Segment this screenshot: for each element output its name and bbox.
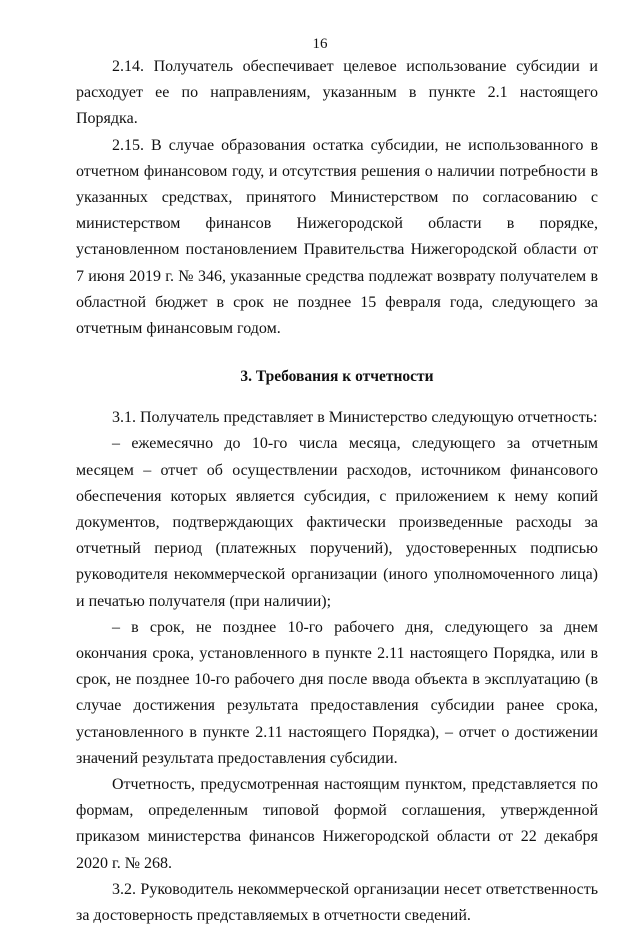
- paragraph-3-1: 3.1. Получатель представляет в Министерство следующую отчетность:: [112, 409, 598, 427]
- document-body: [76, 54, 598, 929]
- list-item-monthly-report: – ежемесячно до 10-го числа месяца, следующего за отчетным месяцем – отчет об осуществлении расходов, источником финансового обеспечения которых является субсидия, с приложением к нему копий документов, подтверждающих фактически произведенные расходы за отчетный период (платежных поручений), удостоверенных подписью руководителя некоммерческой организации (иного уполномоченного лица) и печатью получателя (при наличии);: [76, 435, 598, 610]
- paragraph-report-forms: Отчетность, предусмотренная настоящим пунктом, представляется по формам, определенным типовой формой соглашения, утвержденной приказом министерства финансов Нижегородской области от 22 декабря 2020 г. № 268.: [76, 776, 598, 872]
- section-heading-reporting: 3. Требования к отчетности: [240, 368, 434, 386]
- paragraph-2-14: 2.14. Получатель обеспечивает целевое использование субсидии и расходует ее по направлениям, указанным в пункте 2.1 настоящего Порядка.: [76, 58, 598, 128]
- paragraph-2-15: 2.15. В случае образования остатка субсидии, не использованного в отчетном финансовом году, и отсутствия решения о наличии потребности в указанных средствах, принятого Министерством по согласованию с министерством финансов Нижегородской области в порядке, установленном постановлением Правительства Нижегородской области от 7 июня 2019 г. № 346, указанные средства подлежат возврату получателем в областной бюджет в срок не позднее 15 февраля года, следующего за отчетным финансовым годом.: [76, 136, 598, 338]
- paragraph-3-2: 3.2. Руководитель некоммерческой организации несет ответственность за достоверность представляемых в отчетности сведений.: [76, 880, 598, 925]
- list-item-result-report: – в срок, не позднее 10-го рабочего дня, следующего за днем окончания срока, установленного в пункте 2.11 настоящего Порядка, или в срок, не позднее 10-го рабочего дня после ввода объекта в эксплуатацию (в случае достижения результата предоставления субсидии ранее срока, установленного в пункте 2.11 настоящего Порядка), – отчет о достижении значений результата предоставления субсидии.: [76, 618, 598, 767]
- page-number: 16: [312, 36, 328, 52]
